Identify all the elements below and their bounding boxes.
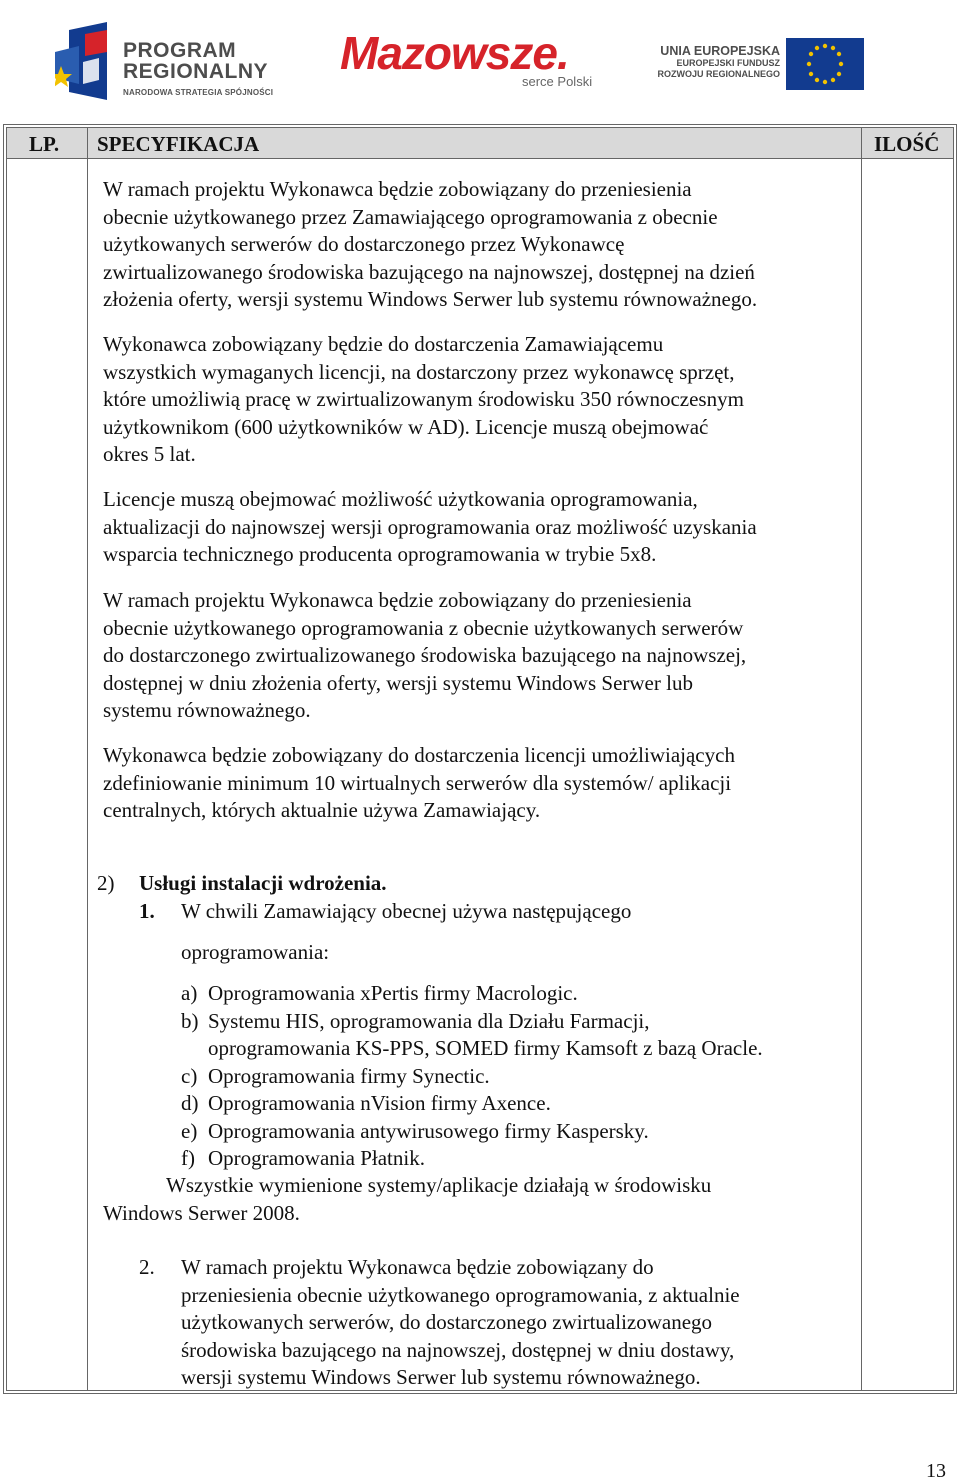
mazowsze-tagline: serce Polski: [522, 74, 593, 89]
paragraph-2: [103, 331, 863, 469]
item-1-text: W chwili Zamawiający obecnej używa następującego: [181, 899, 632, 923]
list-text: Oprogramowania Płatnik.: [208, 1146, 425, 1170]
ue-line-2: EUROPEJSKI FUNDUSZ: [676, 58, 780, 68]
header-specyfikacja: SPECYFIKACJA: [97, 132, 260, 156]
paragraph-line: W ramach projektu Wykonawca będzie zobowiązany do: [181, 1255, 654, 1279]
paragraph-line: dostępnej w dniu złożenia oferty, wersji systemu Windows Serwer lub: [103, 670, 693, 695]
paragraph-line: środowiska bazującego na najnowszej, dostępnej w dniu dostawy,: [181, 1337, 735, 1362]
paragraph-line: wersji systemu Windows Serwer lub systemu równoważnego.: [181, 1365, 701, 1389]
paragraph-line: systemu równoważnego.: [103, 698, 311, 722]
list-text: Oprogramowania antywirusowego firmy Kaspersky.: [208, 1118, 649, 1143]
list-text: oprogramowania KS-PPS, SOMED firmy Kamsoft z bazą Oracle.: [208, 1036, 763, 1060]
paragraph-line: użytkownikom (600 użytkowników w AD). Licencje muszą obejmować: [103, 414, 709, 439]
ue-line-1: UNIA EUROPEJSKA: [660, 44, 780, 58]
paragraph-line: wsparcia technicznego producenta oprogramowania w trybie 5x8.: [103, 542, 657, 566]
summary-line-1: Wszystkie wymienione systemy/aplikacje działają w środowisku: [166, 1173, 712, 1197]
mazowsze-wordmark: Mazowsze.: [340, 27, 569, 79]
paragraph-line: Wykonawca zobowiązany będzie do dostarczenia Zamawiającemu: [103, 332, 664, 356]
item-1-text-continued: oprogramowania:: [181, 940, 330, 964]
paragraph-line: zdefiniowanie minimum 10 wirtualnych serwerów dla systemów/ aplikacji: [103, 770, 732, 795]
paragraph-line: zwirtualizowanego środowiska bazującego na najnowszej, dostępnej na dzień: [103, 259, 755, 284]
list-text: Oprogramowania nVision firmy Axence.: [208, 1091, 551, 1115]
paragraph-line: obecnie użytkowanego oprogramowania z obecnie użytkowanych serwerów: [103, 615, 744, 640]
paragraph-1: [103, 176, 863, 314]
paragraph-line: centralnych, których aktualnie używa Zamawiający.: [103, 798, 541, 822]
list-marker: f): [181, 1146, 195, 1170]
item-1-number: 1.: [139, 899, 155, 923]
paragraph-line: użytkowanych serwerów, do dostarczonego zwirtualizowanego: [181, 1310, 713, 1334]
ue-line-3: ROZWOJU REGIONALNEGO: [657, 69, 780, 79]
paragraph-5: [103, 742, 863, 825]
paragraph-line: aktualizacji do najnowszej wersji oprogramowania oraz możliwość uzyskania: [103, 514, 757, 539]
item-2-number: 2.: [139, 1255, 155, 1279]
list-marker: a): [181, 981, 198, 1005]
list-marker: b): [181, 1008, 199, 1033]
header-ilosc: ILOŚĆ: [874, 132, 940, 156]
paragraph-line: które umożliwią pracę w zwirtualizowanym środowisku 350 równoczesnym: [103, 387, 744, 411]
header-lp: LP.: [29, 132, 60, 156]
list-text: Systemu HIS, oprogramowania dla Działu Farmacji,: [208, 1008, 650, 1033]
paragraph-line: obecnie użytkowanego przez Zamawiającego oprogramowania z obecnie: [103, 204, 718, 229]
paragraph-line: przeniesienia obecnie użytkowanego oprogramowania, z aktualnie: [181, 1282, 740, 1307]
item-2-text: [181, 1254, 841, 1392]
paragraph-line: W ramach projektu Wykonawca będzie zobowiązany do przeniesienia: [103, 177, 692, 201]
paragraph-3: [103, 486, 863, 569]
section-number: 2): [97, 871, 115, 895]
paragraph-line: W ramach projektu Wykonawca będzie zobowiązany do przeniesienia: [103, 588, 692, 612]
list-marker: c): [181, 1063, 198, 1088]
strategia-line: NARODOWA STRATEGIA SPÓJNOŚCI: [123, 88, 274, 97]
list-text: Oprogramowania firmy Synectic.: [208, 1063, 490, 1088]
paragraph-line: wszystkich wymaganych licencji, na dostarczony przez wykonawcę sprzęt,: [103, 359, 735, 384]
summary-line-2: Windows Serwer 2008.: [103, 1201, 300, 1225]
list-marker: e): [181, 1118, 198, 1143]
paragraph-line: użytkowanych serwerów do dostarczonego przez Wykonawcę: [103, 232, 625, 256]
section-title: Usługi instalacji wdrożenia.: [139, 871, 387, 895]
paragraph-line: okres 5 lat.: [103, 442, 196, 466]
paragraph-line: Licencje muszą obejmować możliwość użytkowania oprogramowania,: [103, 487, 698, 511]
paragraph-4: [103, 587, 863, 725]
page-number: 13: [926, 1460, 946, 1482]
paragraph-line: złożenia oferty, wersji systemu Windows Serwer lub systemu równoważnego.: [103, 287, 758, 311]
regionalny-line: REGIONALNY: [123, 60, 269, 83]
paragraph-line: Wykonawca będzie zobowiązany do dostarczenia licencji umożliwiających: [103, 743, 735, 767]
list-marker: d): [181, 1091, 199, 1115]
list-text: Oprogramowania xPertis firmy Macrologic.: [208, 981, 578, 1005]
program-line: PROGRAM: [123, 39, 237, 62]
paragraph-line: do dostarczonego zwirtualizowanego środowiska bazującego na najnowszej,: [103, 643, 747, 667]
